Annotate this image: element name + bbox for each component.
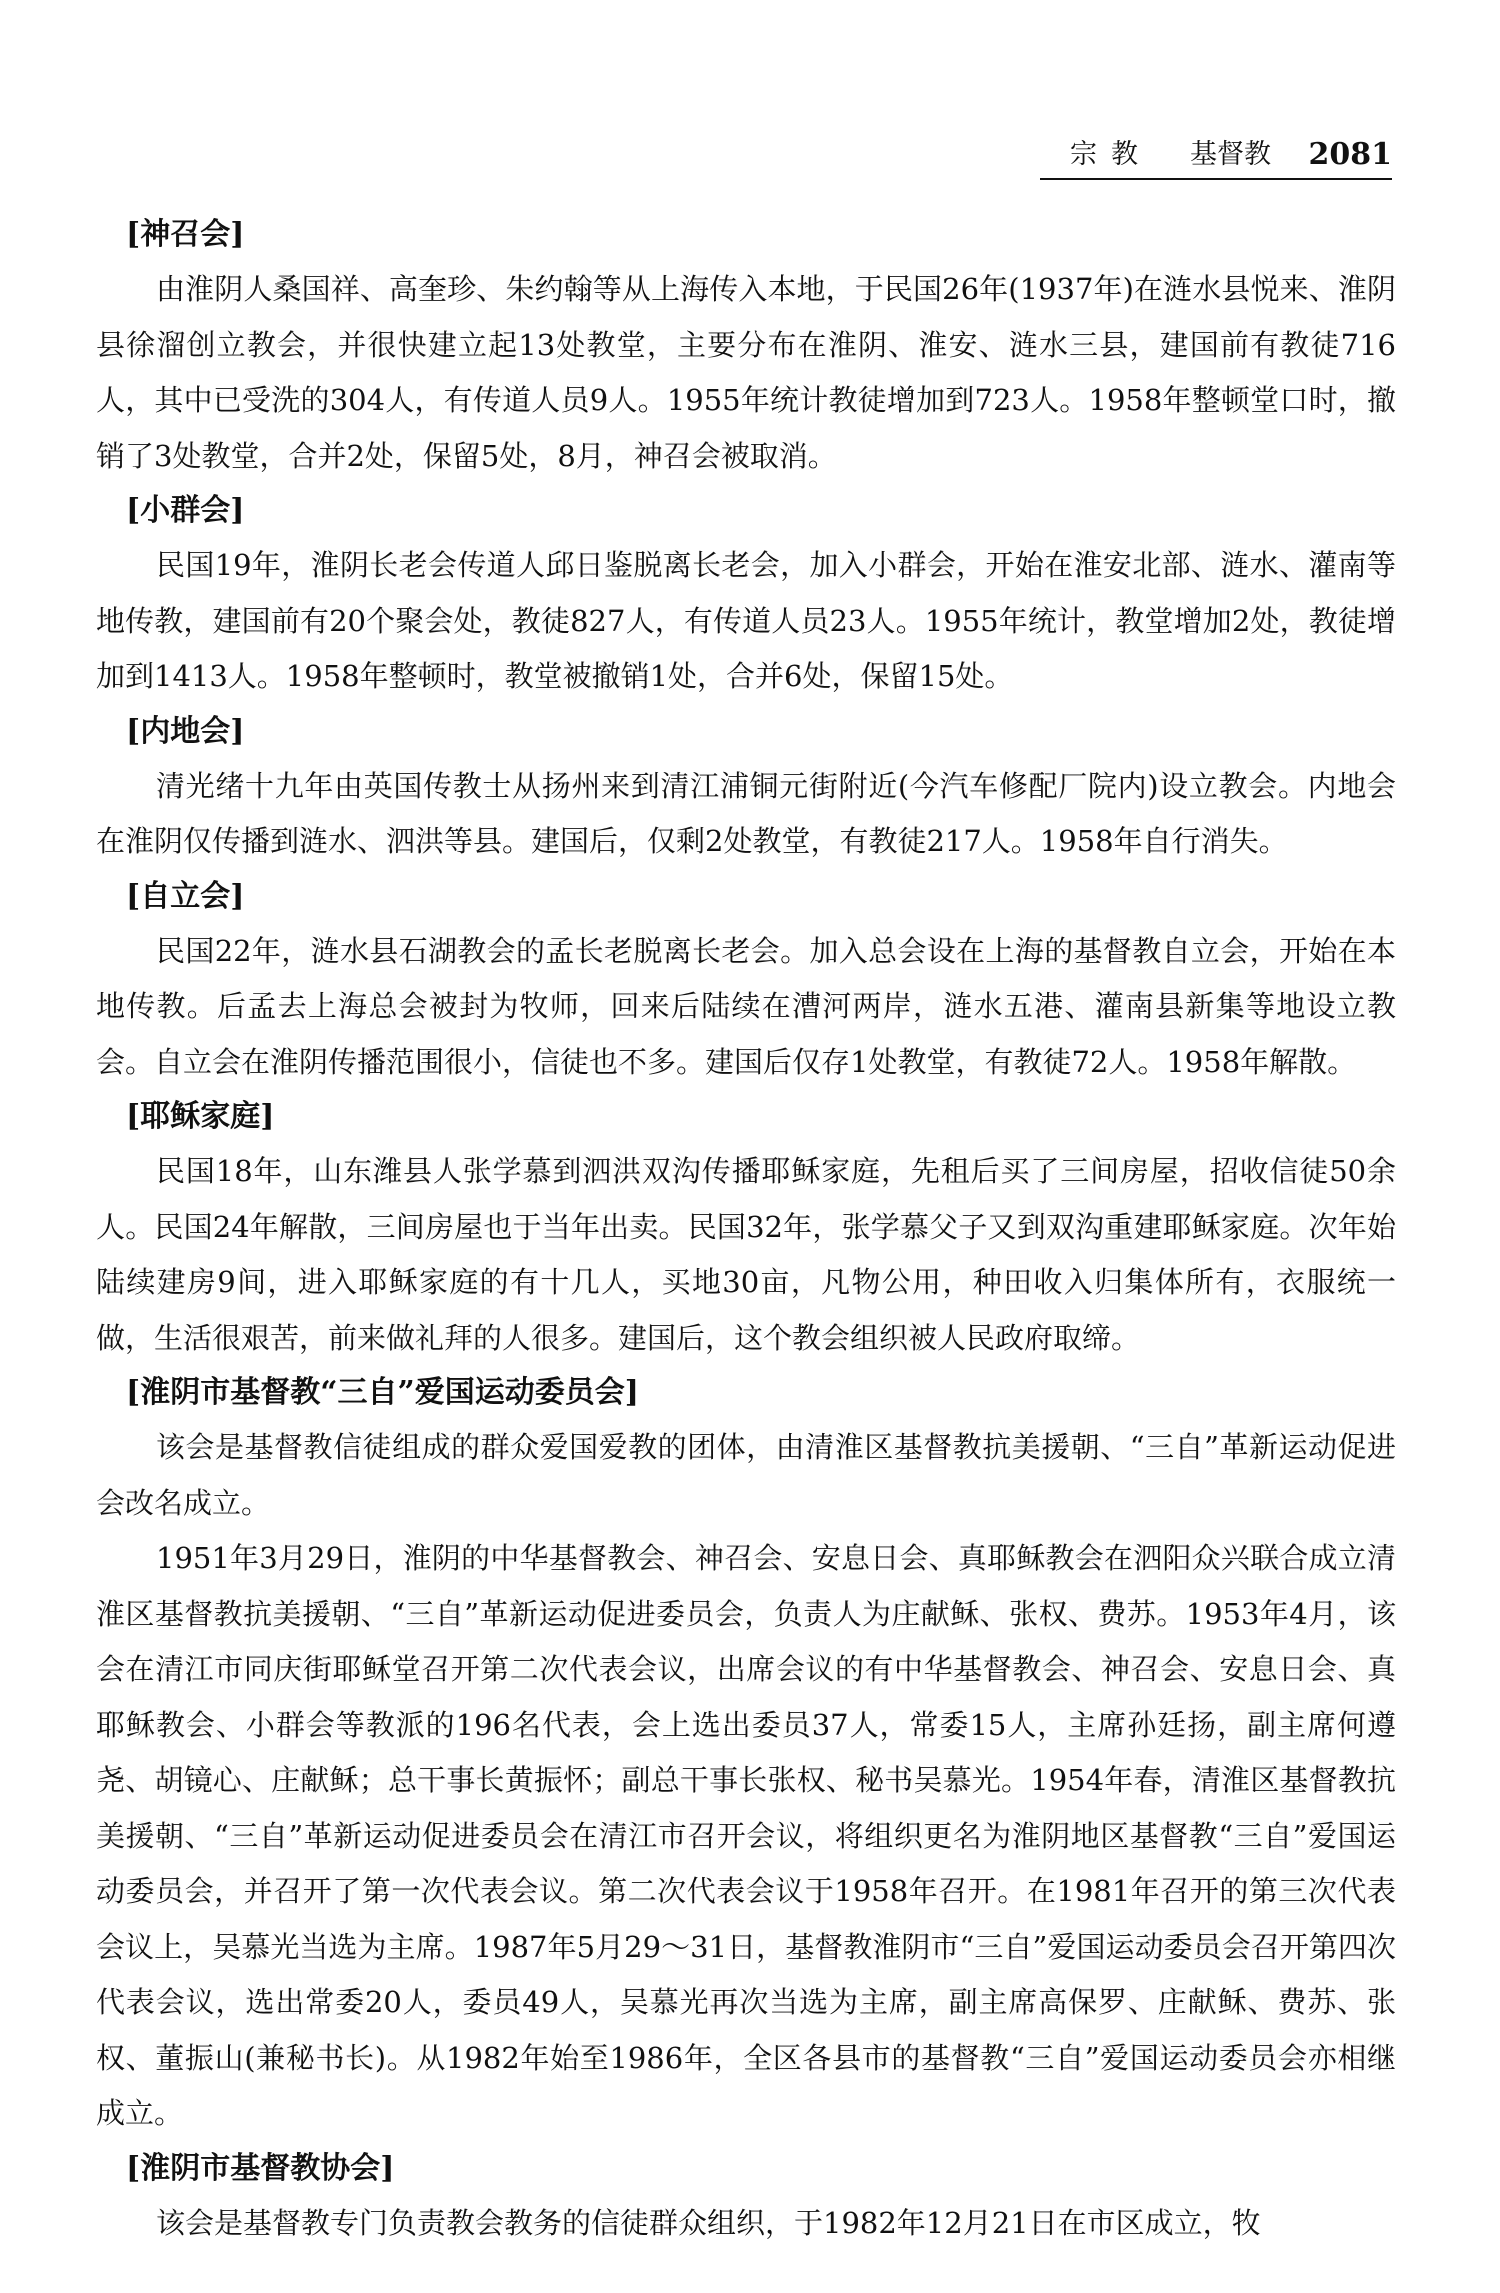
section-xiaoqunhui: [96, 484, 1396, 705]
section-heading: [小群会]: [126, 493, 245, 528]
section-zilihui: [96, 870, 1396, 1091]
paragraph: 该会是基督教信徒组成的群众爱国爱教的团体，由清淮区基督教抗美援朝、“三自”革新运动促进会改名成立。: [96, 1430, 1396, 1520]
section-heading: [自立会]: [126, 878, 245, 914]
section-heading: [淮阴市基督教“三自”爱国运动委员会]: [126, 1375, 639, 1410]
section-heading: [耶稣家庭]: [126, 1099, 275, 1134]
section-heading: [淮阴市基督教协会]: [126, 2150, 395, 2186]
paragraph: 民国22年，涟水县石湖教会的孟长老脱离长老会。加入总会设在上海的基督教自立会，开始在本地传教。后孟去上海总会被封为牧师，回来后陆续在漕河两岸，涟水五港、灌南县新集等地设立教会。自立会在淮阴传播范围很小，信徒也不多。建国后仅存1处教堂，有教徒72人。1958年解散。: [96, 933, 1396, 1079]
page-number: 2081: [1308, 137, 1392, 172]
paragraph: 由淮阴人桑国祥、高奎珍、朱约翰等从上海传入本地，于民国26年(1937年)在涟水县悦来、淮阴县徐溜创立教会，并很快建立起13处教堂，主要分布在淮阴、淮安、涟水三县，建国前有教徒716人，其中已受洗的304人，有传道人员9人。1955年统计教徒增加到723人。1958年整顿堂口时，撤销了3处教堂，合并2处，保留5处，8月，神召会被取消。: [96, 272, 1396, 473]
paragraph: 民国19年，淮阴长老会传道人邱日鉴脱离长老会，加入小群会，开始在淮安北部、涟水、灌南等地传教，建国前有20个聚会处，教徒827人，有传道人员23人。1955年统计，教堂增加2处，教徒增加到1413人。1958年整顿时，教堂被撤销1处，合并6处，保留15处。: [96, 548, 1396, 693]
section-shenzhaohui: [96, 208, 1396, 484]
paragraph: 清光绪十九年由英国传教士从扬州来到清江浦铜元街附近(今汽车修配厂院内)设立教会。内地会在淮阴仅传播到涟水、泗洪等县。建国后，仅剩2处教堂，有教徒217人。1958年自行消失。: [96, 768, 1396, 858]
section-christian-council: [96, 2142, 1396, 2252]
header-section: 宗教: [1070, 139, 1152, 170]
section-yesu-jiating: [96, 1090, 1396, 1366]
running-header: [1040, 132, 1392, 180]
header-subsection: 基督教: [1190, 139, 1271, 170]
section-heading: [神召会]: [126, 217, 245, 252]
section-neidihui: [96, 705, 1396, 870]
section-heading: [内地会]: [126, 713, 245, 749]
section-sanzi-committee: [96, 1366, 1396, 2142]
paragraph: 该会是基督教专门负责教会教务的信徒群众组织，于1982年12月21日在市区成立，牧: [156, 2205, 1261, 2240]
article-body: [96, 208, 1396, 2251]
paragraph: 民国18年，山东潍县人张学慕到泗洪双沟传播耶稣家庭，先租后买了三间房屋，招收信徒50余人。民国24年解散，三间房屋也于当年出卖。民国32年，张学慕父子又到双沟重建耶稣家庭。次年始陆续建房9间，进入耶稣家庭的有十几人，买地30亩，凡物公用，种田收入归集体所有，衣服统一做，生活很艰苦，前来做礼拜的人很多。建国后，这个教会组织被人民政府取缔。: [96, 1154, 1396, 1355]
paragraph: 1951年3月29日，淮阴的中华基督教会、神召会、安息日会、真耶稣教会在泗阳众兴联合成立清淮区基督教抗美援朝、“三自”革新运动促进委员会，负责人为庄献稣、张权、费苏。1953年4月，该会在清江市同庆街耶稣堂召开第二次代表会议，出席会议的有中华基督教会、神召会、安息日会、真耶稣教会、小群会等教派的196名代表，会上选出委员37人，常委15人，主席孙廷扬，副主席何遵尧、胡镜心、庄献稣；总干事长黄振怀；副总干事长张权、秘书吴慕光。1954年春，清淮区基督教抗美援朝、“三自”革新运动促进委员会在清江市召开会议，将组织更名为淮阴地区基督教“三自”爱国运动委员会，并召开了第一次代表会议。第二次代表会议于1958年召开。在1981年召开的第三次代表会议上，吴慕光当选为主席。1987年5月29～31日，基督教淮阴市“三自”爱国运动委员会召开第四次代表会议，选出常委20人，委员49人，吴慕光再次当选为主席，副主席高保罗、庄献稣、费苏、张权、董振山(兼秘书长)。从1982年始至1986年，全区各县市的基督教“三自”爱国运动委员会亦相继成立。: [96, 1541, 1396, 2130]
